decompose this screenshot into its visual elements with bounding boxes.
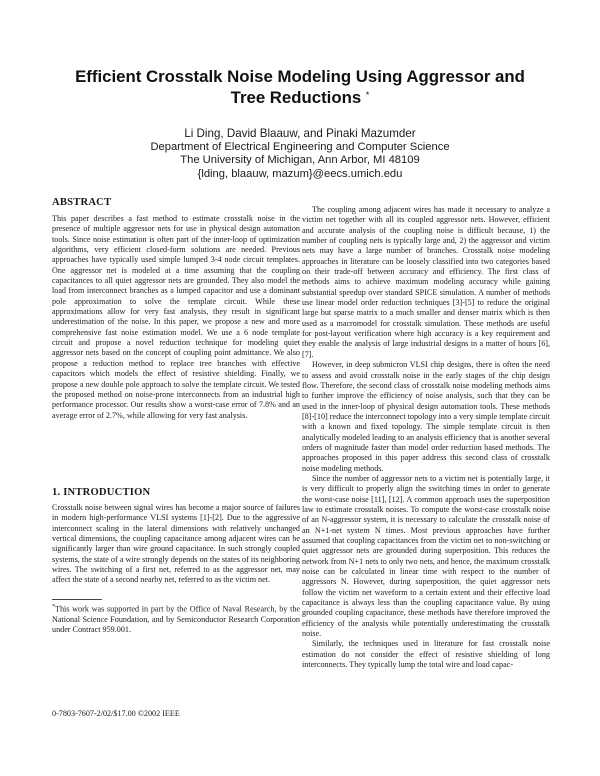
introduction-text: Crosstalk noise between signal wires has become a major source of failures in modern high-performance VLSI systems [1]-[2]. Due to the aggressive interconnect scaling in the lateral dimensions with relatively unchanged vertical dimensions, the coupling capacitance among adjacent wires can be significantly larger than wire ground capacitance. In such strongly coupled systems, the state of a wire strongly depends on the states of its neighboring wires. The switching of a first net, referred to as the aggressor net, may affect the state of a second nearby net, referred to as the victim net. — [52, 503, 300, 585]
abstract-heading: ABSTRACT — [52, 197, 112, 208]
introduction-body — [52, 503, 300, 586]
copyright-footer: 0-7803-7607-2/02/$17.00 ©2002 IEEE — [52, 709, 180, 718]
author-university: The University of Michigan, Ann Arbor, MI 48109 — [180, 154, 420, 166]
footnote-marker: * — [52, 604, 55, 610]
right-paragraph-3: Since the number of aggressor nets to a victim net is potentially large, it is very difficult to properly align the switching times in order to generate the worst-case noise [11], [12]. A common approach uses the superposition law to estimate crosstalk noises. To compute the worst-case crosstalk noise of an N-aggressor system, it is necessary to calculate the crosstalk noise of an N+1-net system N times. Most previous approaches have further assumed that coupling capacitances from the victim net to non-switching or quiet aggressor nets are grounded during superposition. This reduces the network from N+1 nets to only two nets, and hence, the maximum crosstalk noise can be calculated in linear time with respect to the number of aggressors N. However, during superposition, the quiet aggressor nets follow the victim net waveform to a certain extent and their effective load capacitance is always less than the coupling capacitance value. By using grounded coupling capacitance, these methods have therefore improved the efficiency of the analysis while potentially underestimating the crosstalk noise. — [302, 473, 550, 639]
right-paragraph-2: However, in deep submicron VLSI chip designs, there is often the need to assess and avoid crosstalk noise in the early stages of the chip design flow. Therefore, the second class of crosstalk noise modeling methods aims to further improve the efficiency of noise analysis, such that they can be used in the inner-loop of physical design automation tools. These methods [8]-[10] reduce the interconnect topology into a very simple template circuit with a known and fixed topology. The simple template circuit is then analytically modeled leading to an analysis efficiency that is another several orders of magnitude faster than model order reduction based methods. The approaches proposed in this paper address this second class of crosstalk noise modeling methods. — [302, 360, 550, 473]
abstract-body — [52, 214, 300, 421]
footnote-divider — [52, 599, 102, 600]
abstract-text: This paper describes a fast method to estimate crosstalk noise in the presence of multiple aggressor nets for use in physical design automation tools. Since noise estimation is often part of the inner-loop of optimization algorithms, very efficient closed-form solutions are needed. Previous approaches have typically used simple lumped 3-4 node circuit templates. One aggressor net is modeled at a time assuming that the coupling capacitances to all quiet aggressor nets are grounded. They also model the load from interconnect branches as a lumped capacitor and use a dominant pole approximation to solve the template circuit. While these approximations allow for very fast analysis, they result in significant underestimation of the noise. In this paper, we propose a new and more comprehensive fast noise estimation model. We use a 6 node template circuit and propose a novel reduction technique for modeling quiet aggressor nets based on the concept of coupling point admittance. We also propose a reduction method to replace tree branches with effective capacitors which models the effect of resistive shielding. Finally, we propose a new double pole approach to solve the template circuit. We tested the proposed method on noise-prone interconnects from an industrial high performance processor. Our results show a worst-case error of 7.8% and an average error of 2.7%, while allowing for very fast analysis. — [52, 214, 300, 420]
title-line-1: Efficient Crosstalk Noise Modeling Using Aggressor and — [75, 67, 525, 86]
right-paragraph-1: The coupling among adjacent wires has made it necessary to analyze a victim net together with all its coupled aggressor nets. However, efficient and accurate analysis of the coupling noise is difficult because, 1) the number of coupling nets is typically large and, 2) the aggressor and victim nets may have a large number of branches. Crosstalk noise modeling approaches in literature can be loosely classified into two categories based on their trade-off between accuracy and efficiency. The first class of methods aims to achieve maximum modeling accuracy while gaining substantial speedup over standard SPICE simulation. A number of methods use linear model order reduction techniques [3]-[5] to reduce the original large but sparse matrix to a much smaller and denser matrix which is then used as a macromodel for crosstalk simulation. These methods are useful for post-layout verification where high accuracy is a key requirement and they enable the analysis of large industrial designs in a matter of hours [6], [7]. — [302, 205, 550, 359]
author-department: Department of Electrical Engineering and Computer Science — [150, 140, 450, 153]
title-footnote-marker: * — [365, 90, 370, 100]
title-line-2: Tree Reductions — [230, 88, 362, 107]
footnote-text: This work was supported in part by the Office of Naval Research, by the National Science Foundation, and by Semiconductor Research Corporation under Contract 959.001. — [52, 604, 300, 635]
author-block — [40, 127, 560, 181]
footnote — [52, 602, 300, 636]
author-names: Li Ding, David Blaauw, and Pinaki Mazumder — [184, 127, 416, 140]
right-paragraph-4: Similarly, the techniques used in literature for fast crosstalk noise estimation do not consider the effect of resistive shielding of long interconnects. They typically lump the total wire and load capac- — [302, 639, 550, 670]
paper-title — [40, 66, 560, 108]
right-column — [302, 205, 550, 670]
author-emails: {lding, blaauw, mazum}@eecs.umich.edu — [197, 167, 403, 180]
introduction-heading: 1. INTRODUCTION — [52, 487, 151, 498]
